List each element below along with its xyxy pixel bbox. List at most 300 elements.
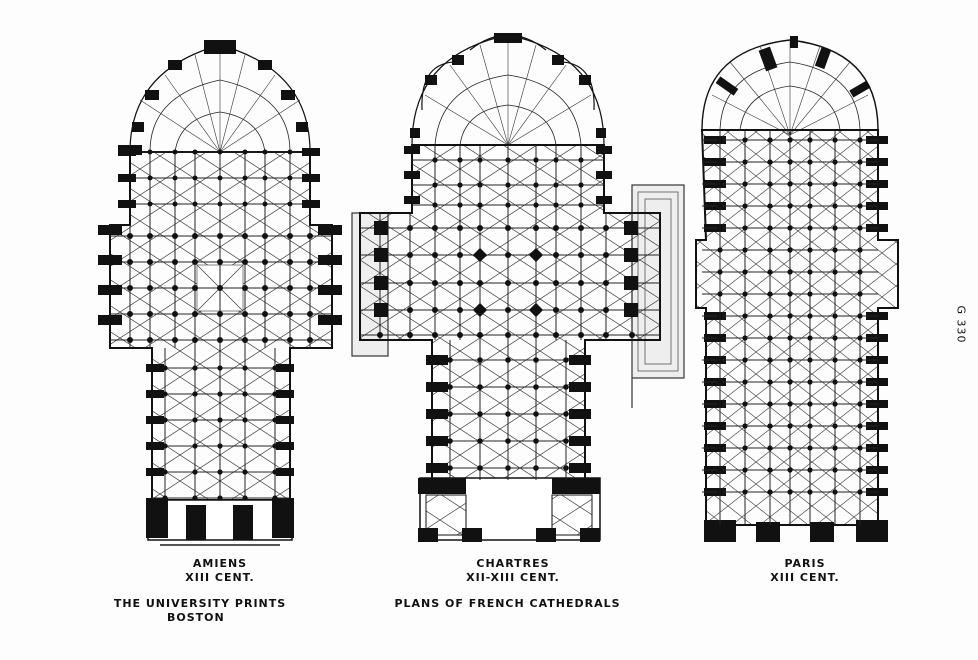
amiens-pier — [307, 337, 313, 343]
amiens-pier — [272, 495, 277, 500]
paris-pier — [832, 137, 837, 142]
amiens-pier — [172, 311, 178, 317]
paris-pier — [857, 203, 862, 208]
paris-pier — [717, 247, 722, 252]
paris-pier — [717, 423, 722, 428]
chartres-pier — [447, 384, 453, 390]
amiens-pier — [287, 337, 293, 343]
chartres-pier — [563, 411, 569, 417]
amiens-pier — [217, 391, 222, 396]
amiens-pier — [192, 495, 197, 500]
paris-pier — [857, 467, 862, 472]
paris-pier — [857, 225, 862, 230]
chartres-pier — [533, 280, 539, 286]
amiens-pier — [192, 443, 197, 448]
chartres-pier — [505, 307, 511, 313]
paris-pier — [807, 291, 812, 296]
amiens-pier — [218, 202, 223, 207]
paris-pier — [787, 401, 792, 406]
chartres-pier — [457, 280, 463, 286]
amiens-pier — [307, 259, 313, 265]
paris-pier — [717, 269, 722, 274]
paris-pier — [742, 291, 747, 296]
amiens-pier — [147, 311, 153, 317]
amiens-buttress — [146, 442, 164, 450]
paris-pier — [857, 247, 862, 252]
chartres-pier — [432, 225, 438, 231]
amiens-pier — [307, 311, 313, 317]
chartres-pier — [533, 225, 539, 231]
amiens-pier — [242, 311, 248, 317]
amiens-buttress — [276, 390, 294, 398]
paris-pier — [767, 313, 772, 318]
amiens-pier — [287, 311, 293, 317]
chartres-pier — [505, 157, 510, 162]
plate-code: G 330 — [954, 305, 968, 344]
amiens-buttress — [98, 255, 122, 265]
amiens-pier — [127, 259, 133, 265]
paris-pier — [717, 225, 722, 230]
amiens-name: AMIENS — [192, 557, 248, 570]
paris-pier — [857, 401, 862, 406]
chartres-pier — [578, 157, 583, 162]
chartres-pier — [603, 252, 609, 258]
chartres-pier — [533, 182, 538, 187]
paris-pier — [742, 379, 747, 384]
paris-pier — [742, 247, 747, 252]
chartres-pier — [407, 307, 413, 313]
chartres-porch-pier — [374, 303, 388, 317]
paris-pier — [767, 247, 772, 252]
amiens-pier — [147, 337, 153, 343]
chartres-pier — [553, 182, 558, 187]
amiens-pier — [243, 150, 248, 155]
chartres-pier — [457, 157, 462, 162]
amiens-pier — [307, 233, 313, 239]
paris-pier — [767, 489, 772, 494]
chartres-pier — [629, 332, 635, 338]
chartres-plan — [352, 33, 684, 542]
amiens-pier — [217, 495, 222, 500]
amiens-buttress — [118, 148, 136, 156]
chartres-pier — [505, 411, 511, 417]
amiens-pier — [193, 202, 198, 207]
amiens-pier — [148, 150, 153, 155]
paris-pier — [832, 335, 837, 340]
amiens-buttress — [318, 285, 342, 295]
chartres-pier — [553, 252, 559, 258]
chartres-pier — [447, 438, 453, 444]
paris-pier — [832, 225, 837, 230]
paris-pier — [787, 137, 792, 142]
chartres-pier — [578, 202, 583, 207]
amiens-pier — [242, 337, 248, 343]
chartres-pier — [578, 307, 584, 313]
amiens-pier — [242, 285, 248, 291]
amiens-caption — [150, 557, 290, 585]
amiens-buttress — [118, 200, 136, 208]
amiens-pier — [162, 495, 167, 500]
chartres-pier — [533, 384, 539, 390]
paris-pier — [832, 247, 837, 252]
amiens-pier — [288, 202, 293, 207]
chartres-pier — [553, 202, 558, 207]
chartres-porch-pier — [624, 303, 638, 317]
amiens-pier — [192, 285, 198, 291]
chartres-porch-pier — [374, 221, 388, 235]
chartres-pier — [505, 357, 511, 363]
paris-pier — [717, 467, 722, 472]
amiens-buttress — [302, 148, 320, 156]
amiens-pier — [242, 417, 247, 422]
chartres-pier — [505, 384, 511, 390]
paris-pier — [742, 313, 747, 318]
paris-pier — [832, 401, 837, 406]
chartres-pier — [477, 202, 482, 207]
amiens-buttress — [98, 285, 122, 295]
amiens-pier — [172, 285, 178, 291]
paris-pier — [767, 159, 772, 164]
paris-pier — [742, 401, 747, 406]
paris-pier — [767, 467, 772, 472]
paris-pier — [832, 203, 837, 208]
chartres-pier — [432, 202, 437, 207]
paris-pier — [717, 203, 722, 208]
paris-pier — [767, 335, 772, 340]
paris-pier — [717, 159, 722, 164]
chartres-pier — [447, 465, 453, 471]
chartres-pier — [432, 280, 438, 286]
paris-pier — [787, 181, 792, 186]
amiens-pier — [192, 337, 198, 343]
chartres-pier — [505, 465, 511, 471]
amiens-pier — [173, 150, 178, 155]
chartres-pier — [578, 280, 584, 286]
chartres-pier — [505, 202, 510, 207]
chartres-porch-pier — [374, 276, 388, 290]
chartres-pier — [457, 307, 463, 313]
amiens-pier — [263, 150, 268, 155]
amiens-pier — [242, 259, 248, 265]
chartres-pier — [477, 465, 483, 471]
chartres-pier — [603, 225, 609, 231]
amiens-pier — [262, 259, 268, 265]
chartres-caption — [433, 557, 593, 585]
paris-pier — [857, 313, 862, 318]
paris-pier — [807, 445, 812, 450]
amiens-pier — [242, 495, 247, 500]
amiens-century: XIII CENT. — [185, 571, 255, 584]
paris-pier — [807, 225, 812, 230]
paris-pier — [787, 423, 792, 428]
chartres-pier — [533, 438, 539, 444]
amiens-buttress — [276, 468, 294, 476]
amiens-pier — [173, 202, 178, 207]
paris-pier — [717, 401, 722, 406]
chartres-buttress — [426, 463, 448, 473]
paris-pier — [832, 313, 837, 318]
chartres-buttress — [404, 146, 420, 154]
amiens-pier — [287, 233, 293, 239]
paris-pier — [787, 335, 792, 340]
amiens-pier — [147, 233, 153, 239]
amiens-pier — [172, 337, 178, 343]
paris-pier — [807, 423, 812, 428]
amiens-pier — [192, 417, 197, 422]
paris-pier — [787, 225, 792, 230]
paris-pier — [832, 379, 837, 384]
amiens-pier — [217, 285, 223, 291]
paris-pier — [807, 137, 812, 142]
paris-pier — [832, 423, 837, 428]
chartres-pier — [457, 252, 463, 258]
amiens-plan — [98, 40, 342, 545]
paris-pier — [857, 423, 862, 428]
paris-pier — [832, 445, 837, 450]
amiens-pier — [147, 259, 153, 265]
publisher-credit — [105, 597, 295, 625]
amiens-buttress — [98, 315, 122, 325]
amiens-pier — [262, 337, 268, 343]
chartres-pier — [533, 157, 538, 162]
paris-pier — [717, 357, 722, 362]
chartres-pier — [533, 465, 539, 471]
paris-pier — [857, 489, 862, 494]
plate-title: PLANS OF FRENCH CATHEDRALS — [394, 597, 621, 610]
amiens-buttress — [318, 315, 342, 325]
paris-pier — [807, 181, 812, 186]
paris-pier — [857, 137, 862, 142]
paris-pier — [807, 247, 812, 252]
amiens-buttress — [146, 390, 164, 398]
chartres-pier — [578, 332, 584, 338]
paris-pier — [857, 159, 862, 164]
paris-pier — [742, 225, 747, 230]
amiens-pier — [192, 469, 197, 474]
amiens-pier — [192, 311, 198, 317]
amiens-pier — [242, 365, 247, 370]
amiens-buttress — [118, 174, 136, 182]
amiens-buttress — [276, 364, 294, 372]
chartres-buttress — [404, 196, 420, 204]
chartres-pier — [553, 332, 559, 338]
amiens-pier — [262, 311, 268, 317]
amiens-pier — [217, 337, 223, 343]
amiens-pier — [192, 233, 198, 239]
paris-pier — [857, 445, 862, 450]
amiens-buttress — [302, 174, 320, 182]
publisher-line1: THE UNIVERSITY PRINTS — [113, 597, 287, 610]
paris-caption — [735, 557, 875, 585]
amiens-pier — [242, 443, 247, 448]
paris-pier — [807, 379, 812, 384]
paris-pier — [832, 357, 837, 362]
chartres-buttress — [569, 436, 591, 446]
paris-pier — [717, 335, 722, 340]
paris-pier — [742, 269, 747, 274]
chartres-buttress — [569, 463, 591, 473]
chartres-pier — [407, 225, 413, 231]
chartres-pier — [505, 438, 511, 444]
chartres-pier — [457, 182, 462, 187]
amiens-pier — [287, 259, 293, 265]
chartres-pier — [432, 182, 437, 187]
paris-pier — [767, 203, 772, 208]
paris-pier — [742, 181, 747, 186]
amiens-pier — [172, 259, 178, 265]
amiens-pier — [263, 176, 268, 181]
amiens-buttress — [146, 364, 164, 372]
chartres-pier — [563, 357, 569, 363]
paris-pier — [717, 489, 722, 494]
paris-plan — [696, 36, 898, 542]
amiens-pier — [173, 176, 178, 181]
chartres-pier — [407, 280, 413, 286]
amiens-buttress — [318, 225, 342, 235]
amiens-pier — [262, 285, 268, 291]
paris-pier — [717, 445, 722, 450]
chartres-buttress — [404, 171, 420, 179]
paris-pier — [767, 357, 772, 362]
chartres-pier — [477, 225, 483, 231]
amiens-pier — [127, 337, 133, 343]
paris-pier — [767, 181, 772, 186]
paris-pier — [742, 489, 747, 494]
paris-pier — [807, 313, 812, 318]
paris-pier — [767, 379, 772, 384]
chartres-pier — [447, 357, 453, 363]
chartres-pier — [533, 411, 539, 417]
chartres-pier — [505, 225, 511, 231]
chartres-pier — [477, 384, 483, 390]
chartres-pier — [457, 332, 463, 338]
amiens-pier — [217, 469, 222, 474]
chartres-pier — [603, 280, 609, 286]
paris-pier — [767, 423, 772, 428]
paris-pier — [787, 489, 792, 494]
chartres-pier — [457, 202, 462, 207]
paris-pier — [807, 467, 812, 472]
chartres-pier — [603, 307, 609, 313]
amiens-pier — [192, 365, 197, 370]
amiens-pier — [243, 202, 248, 207]
paris-pier — [742, 203, 747, 208]
paris-pier — [832, 291, 837, 296]
chartres-pier — [377, 332, 383, 338]
paris-pier — [787, 269, 792, 274]
paris-pier — [717, 379, 722, 384]
paris-pier — [787, 291, 792, 296]
amiens-buttress — [276, 442, 294, 450]
paris-pier — [807, 401, 812, 406]
amiens-pier — [217, 259, 223, 265]
chartres-pier — [477, 438, 483, 444]
amiens-pier — [287, 285, 293, 291]
amiens-pier — [192, 391, 197, 396]
amiens-pier — [242, 391, 247, 396]
paris-pier — [717, 291, 722, 296]
chartres-pier — [578, 182, 583, 187]
paris-pier — [767, 269, 772, 274]
paris-pier — [742, 335, 747, 340]
amiens-pier — [217, 417, 222, 422]
chartres-buttress — [569, 409, 591, 419]
amiens-buttress — [146, 468, 164, 476]
paris-name: PARIS — [784, 557, 826, 570]
paris-pier — [807, 203, 812, 208]
paris-pier — [767, 137, 772, 142]
amiens-pier — [307, 285, 313, 291]
amiens-pier — [148, 202, 153, 207]
amiens-pier — [148, 176, 153, 181]
chartres-buttress — [426, 436, 448, 446]
paris-pier — [832, 467, 837, 472]
chartres-buttress — [426, 382, 448, 392]
amiens-buttress — [318, 255, 342, 265]
paris-pier — [807, 335, 812, 340]
amiens-pier — [218, 150, 223, 155]
amiens-pier — [193, 176, 198, 181]
paris-pier — [857, 335, 862, 340]
paris-pier — [857, 357, 862, 362]
amiens-buttress — [98, 225, 122, 235]
amiens-pier — [217, 233, 223, 239]
chartres-buttress — [596, 171, 612, 179]
chartres-pier — [477, 182, 482, 187]
paris-pier — [787, 313, 792, 318]
publisher-line2: BOSTON — [167, 611, 225, 624]
chartres-pier — [533, 332, 539, 338]
chartres-buttress — [426, 409, 448, 419]
paris-pier — [717, 181, 722, 186]
chartres-porch-pier — [624, 276, 638, 290]
chartres-pier — [432, 252, 438, 258]
chartres-pier — [432, 332, 438, 338]
chartres-pier — [432, 307, 438, 313]
paris-pier — [832, 159, 837, 164]
chartres-name: CHARTRES — [476, 557, 550, 570]
amiens-pier — [288, 176, 293, 181]
paris-pier — [787, 379, 792, 384]
chartres-pier — [477, 411, 483, 417]
chartres-pier — [578, 225, 584, 231]
chartres-pier — [505, 332, 511, 338]
chartres-century: XII-XIII CENT. — [466, 571, 560, 584]
chartres-pier — [432, 157, 437, 162]
amiens-pier — [147, 285, 153, 291]
amiens-pier — [127, 285, 133, 291]
amiens-pier — [172, 233, 178, 239]
amiens-pier — [192, 259, 198, 265]
amiens-pier — [217, 365, 222, 370]
amiens-pier — [242, 469, 247, 474]
paris-pier — [857, 269, 862, 274]
chartres-pier — [407, 332, 413, 338]
paris-pier — [787, 467, 792, 472]
chartres-pier — [578, 252, 584, 258]
amiens-pier — [243, 176, 248, 181]
chartres-porch-pier — [624, 248, 638, 262]
paris-pier — [857, 291, 862, 296]
paris-pier — [807, 357, 812, 362]
paris-pier — [832, 269, 837, 274]
amiens-pier — [217, 311, 223, 317]
chartres-buttress — [596, 146, 612, 154]
paris-pier — [807, 159, 812, 164]
paris-pier — [807, 269, 812, 274]
chartres-pier — [407, 252, 413, 258]
paris-century: XIII CENT. — [770, 571, 840, 584]
